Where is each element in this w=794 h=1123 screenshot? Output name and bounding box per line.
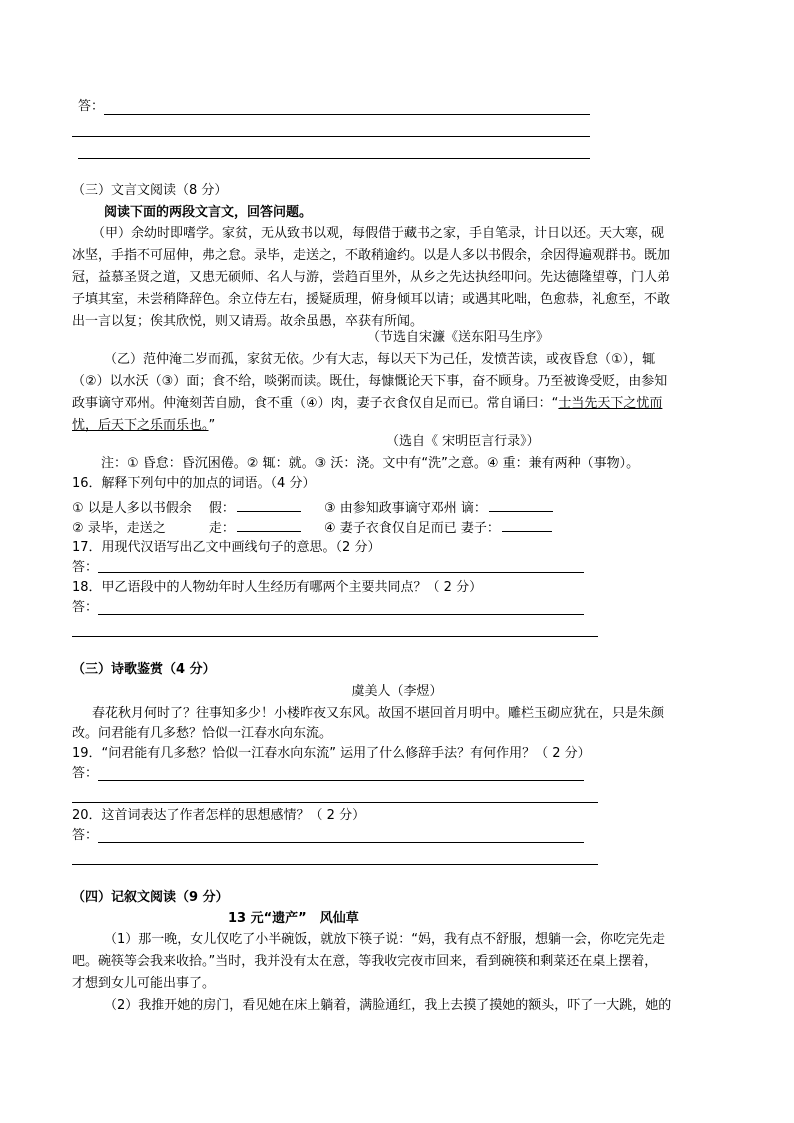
passage-jia-source: （节选自宋濂《送东阳马生序》 [367, 330, 550, 345]
question-20: 20．这首词表达了作者怎样的思想感情？（ 2 分） [72, 808, 366, 823]
paragraph-line: 才想到女儿可能出事了。 [72, 976, 216, 991]
passage-yi-line [72, 396, 662, 412]
answer-blank[interactable] [502, 518, 552, 532]
answer-line[interactable] [98, 614, 584, 615]
answer-label: 答： [78, 99, 105, 114]
question-19: 19．“问君能有几多愁？恰似一江春水向东流” 运用了什么修辞手法？有何作用？（ 2 分） [72, 746, 591, 761]
poem-line: 改。问君能有几多愁？恰似一江春水向东流。 [72, 726, 333, 741]
passage-yi-line [72, 418, 215, 434]
item-label: ④ 妻子衣食仅自足而已 妻子： [324, 521, 500, 536]
answer-label: 答： [72, 560, 99, 575]
item-label: ① 以是人多以书假余 假： [72, 501, 235, 516]
passage-jia-line: 冠，益慕圣贤之道，又患无硕师、名人与游，尝趋百里外，从乡之先达执经叩问。先达德隆望尊，门人弟 [72, 270, 671, 285]
passage-yi-line: （乙）范仲淹二岁而孤，家贫无依。少有大志，每以天下为己任，发愤苦读，或夜昏怠（①），辄 [104, 352, 656, 367]
passage-jia-line: （甲）余幼时即嗜学。家贫，无从致书以观，每假借于藏书之家，手自笔录，计日以还。天大寒，砚 [92, 226, 665, 241]
section-heading: （四）记叙文阅读（9 分） [72, 890, 229, 905]
paragraph-line: 吧。碗筷等会我来收拾。”当时，我并没有太在意，等我收完夜市回来，看到碗筷和剩菜还在桌上摆着， [72, 954, 658, 969]
answer-line[interactable] [98, 842, 584, 843]
passage-jia-line: 子填其室，未尝稍降辞色。余立侍左右，援疑质理，俯身倾耳以请；或遇其叱咄，色愈恭，礼愈至，不敢 [72, 292, 671, 307]
item-label: ③ 由参知政事谪守邓州 谪： [324, 501, 487, 516]
question-16: 16．解释下列句中的加点的词语。（4 分） [72, 476, 316, 491]
annotation-note: 注：① 昏怠：昏沉困倦。② 辄：就。③ 沃：浇。文中有“洗”之意。④ 重：兼有两种（事物）。 [101, 456, 640, 471]
answer-blank[interactable] [237, 518, 301, 532]
answer-line[interactable] [72, 636, 598, 637]
underlined-sentence: 士当先天下之忧而 [558, 396, 663, 411]
answer-label: 答： [72, 766, 99, 781]
poem-line: 春花秋月何时了？往事知多少！小楼昨夜又东风。故国不堪回首月明中。雕栏玉砌应犹在，只是朱颜 [92, 706, 665, 721]
answer-line[interactable] [72, 802, 598, 803]
answer-line[interactable] [98, 780, 584, 781]
answer-line[interactable] [104, 114, 590, 115]
passage-jia-line: 出一言以复；俟其欣悦，则又请焉。故余虽愚，卒获有所闻。 [72, 314, 424, 329]
section-heading: （三）诗歌鉴赏（4 分） [72, 662, 216, 677]
question-16-item [324, 518, 552, 537]
answer-blank[interactable] [489, 498, 553, 512]
question-16-item [72, 498, 301, 517]
passage-yi-source: （选自《 宋明臣言行录》） [386, 434, 540, 449]
paragraph-line: （2）我推开她的房门，看见她在床上躺着，满脸通红，我上去摸了摸她的额头，吓了一大跳，她的 [104, 998, 672, 1013]
answer-label: 答： [72, 600, 99, 615]
question-18: 18．甲乙语段中的人物幼年时人生经历有哪两个主要共同点？（ 2 分） [72, 580, 483, 595]
paragraph-line: （1）那一晚，女儿仅吃了小半碗饭，就放下筷子说：“妈，我有点不舒服，想躺一会，你吃完先走 [104, 932, 666, 947]
passage-yi-line: （②）以水沃（③）面；食不给，啖粥而读。既仕，每慷慨论天下事，奋不顾身。乃至被谗受贬，由参知 [72, 374, 668, 389]
question-16-item [324, 498, 553, 517]
article-title: 13 元“遗产” 风仙草 [228, 911, 359, 926]
question-17: 17．用现代汉语写出乙文中画线句子的意思。（2 分） [72, 540, 381, 555]
passage-yi-text: 政事谪守邓州。仲淹刻苦自励，食不重（④）肉，妻子衣食仅自足而已。常自诵曰：“ [72, 396, 559, 411]
instruction: 阅读下面的两段文言文，回答问题。 [104, 205, 313, 220]
answer-line[interactable] [72, 864, 598, 865]
poem-title: 虞美人（李煜） [351, 684, 443, 699]
question-16-item [72, 518, 301, 537]
underlined-sentence: 忧，后天下之乐而乐也。 [72, 418, 209, 433]
answer-label: 答： [72, 828, 99, 843]
item-label: ② 录毕，走送之 走： [72, 521, 235, 536]
passage-jia-line: 冰坚，手指不可屈伸，弗之怠。录毕，走送之，不敢稍逾约。以是人多以书假余，余因得遍观群书。既加 [72, 248, 671, 263]
answer-line[interactable] [78, 158, 590, 159]
answer-line[interactable] [98, 572, 584, 573]
passage-yi-text: ” [208, 418, 216, 433]
answer-blank[interactable] [237, 498, 301, 512]
answer-line[interactable] [72, 136, 590, 137]
section-heading: （三）文言文阅读（8 分） [72, 183, 228, 198]
